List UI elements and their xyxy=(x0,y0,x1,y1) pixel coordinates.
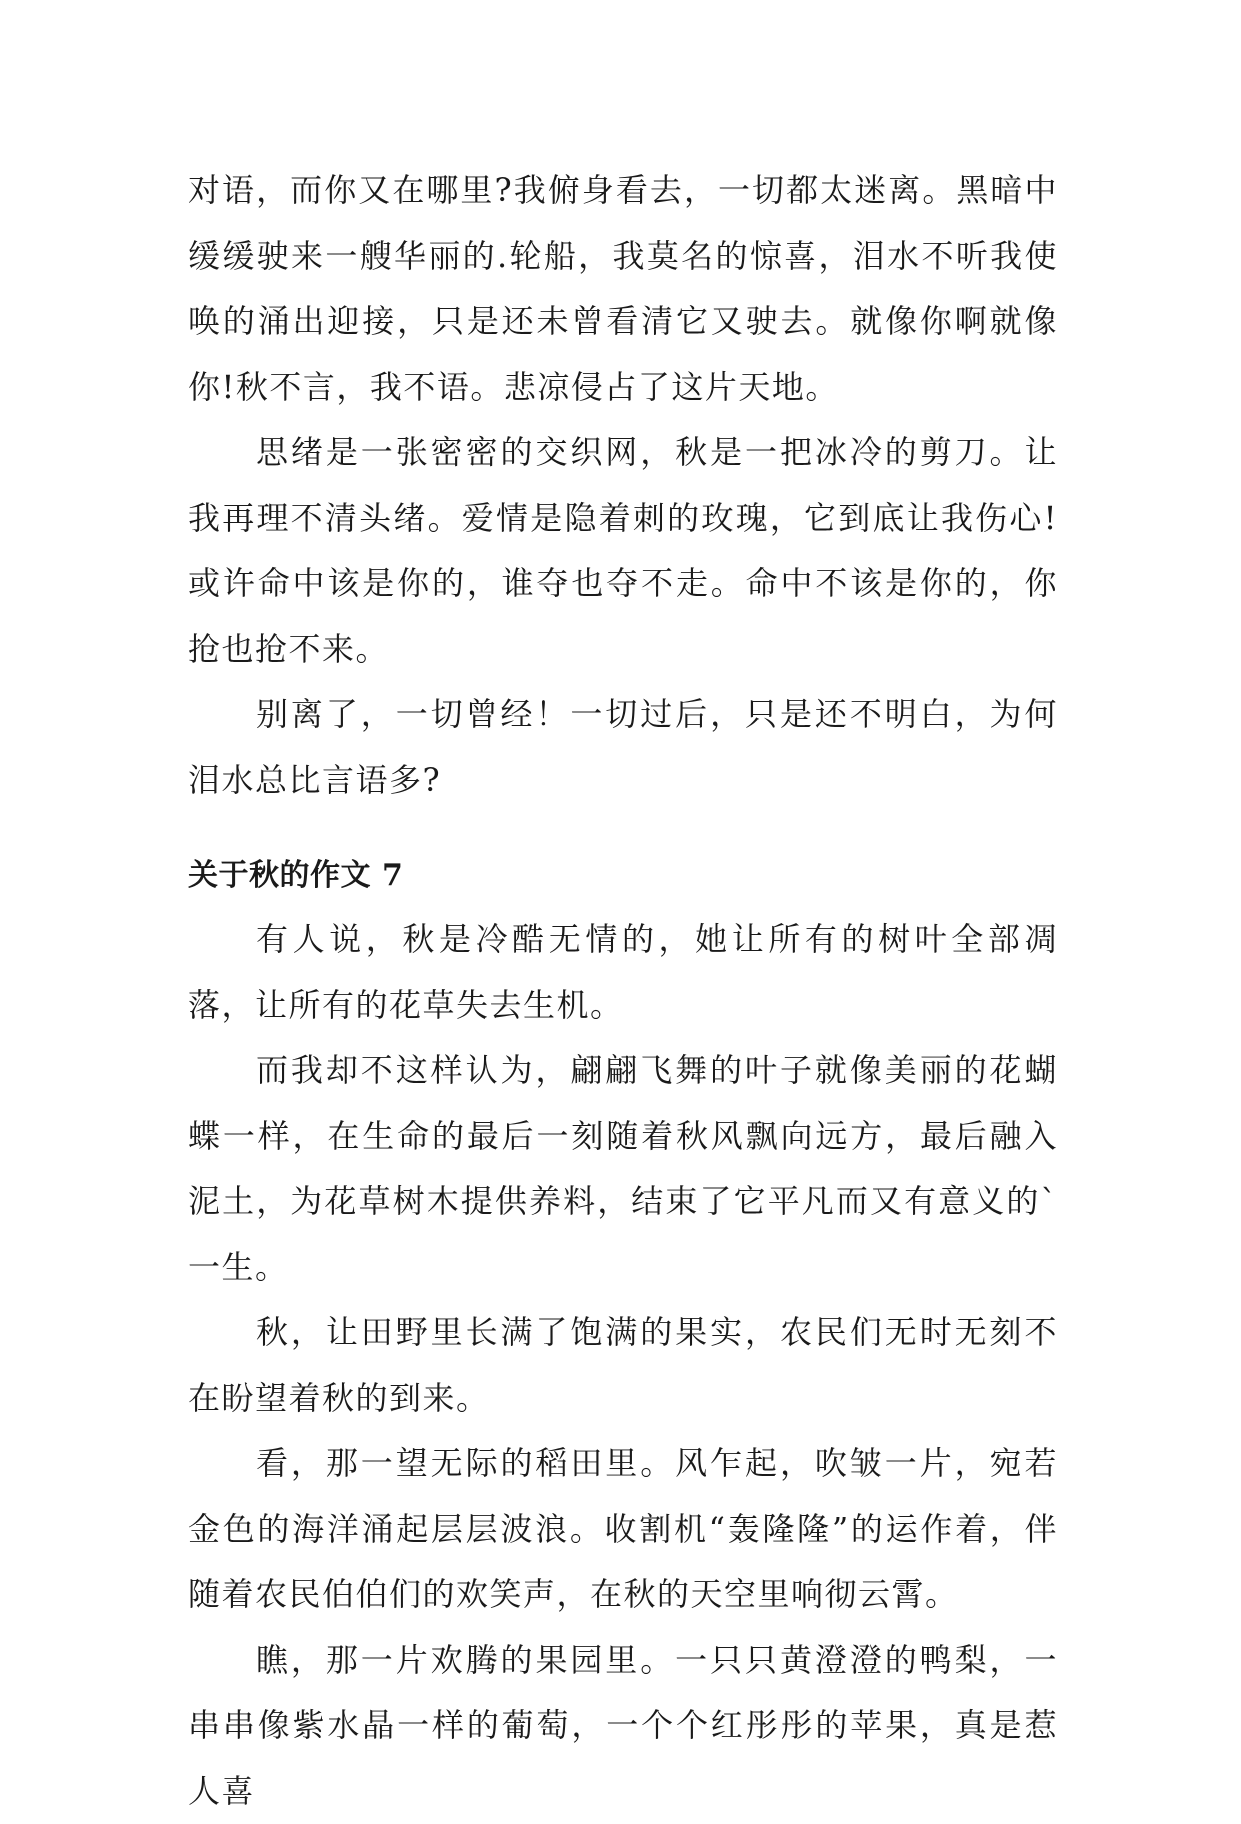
paragraph: 有人说，秋是冷酷无情的，她让所有的树叶全部凋落，让所有的花草失去生机。 xyxy=(188,907,1058,1038)
paragraph: 秋，让田野里长满了饱满的果实，农民们无时无刻不在盼望着秋的到来。 xyxy=(188,1300,1058,1431)
paragraph: 瞧，那一片欢腾的果园里。一只只黄澄澄的鸭梨，一串串像紫水晶一样的葡萄，一个个红彤彤的苹果，真是惹人喜 xyxy=(188,1628,1058,1824)
document-page xyxy=(188,158,1058,1824)
paragraph-continued: 对语，而你又在哪里?我俯身看去，一切都太迷离。黑暗中缓缓驶来一艘华丽的.轮船，我莫名的惊喜，泪水不听我使唤的涌出迎接，只是还未曾看清它又驶去。就像你啊就像你!秋不言，我不语。悲凉侵占了这片天地。 xyxy=(188,158,1058,420)
paragraph: 看，那一望无际的稻田里。风乍起，吹皱一片，宛若金色的海洋涌起层层波浪。收割机“轰隆隆”的运作着，伴随着农民伯伯们的欢笑声，在秋的天空里响彻云霄。 xyxy=(188,1431,1058,1628)
paragraph: 而我却不这样认为，翩翩飞舞的叶子就像美丽的花蝴蝶一样，在生命的最后一刻随着秋风飘向远方，最后融入泥土，为花草树木提供养料，结束了它平凡而又有意义的`一生。 xyxy=(188,1038,1058,1300)
section-heading: 关于秋的作文 7 xyxy=(188,845,1058,907)
paragraph: 别离了，一切曾经！一切过后，只是还不明白，为何泪水总比言语多? xyxy=(188,682,1058,813)
paragraph: 思绪是一张密密的交织网，秋是一把冰冷的剪刀。让我再理不清头绪。爱情是隐着刺的玫瑰，它到底让我伤心!或许命中该是你的，谁夺也夺不走。命中不该是你的，你抢也抢不来。 xyxy=(188,420,1058,682)
